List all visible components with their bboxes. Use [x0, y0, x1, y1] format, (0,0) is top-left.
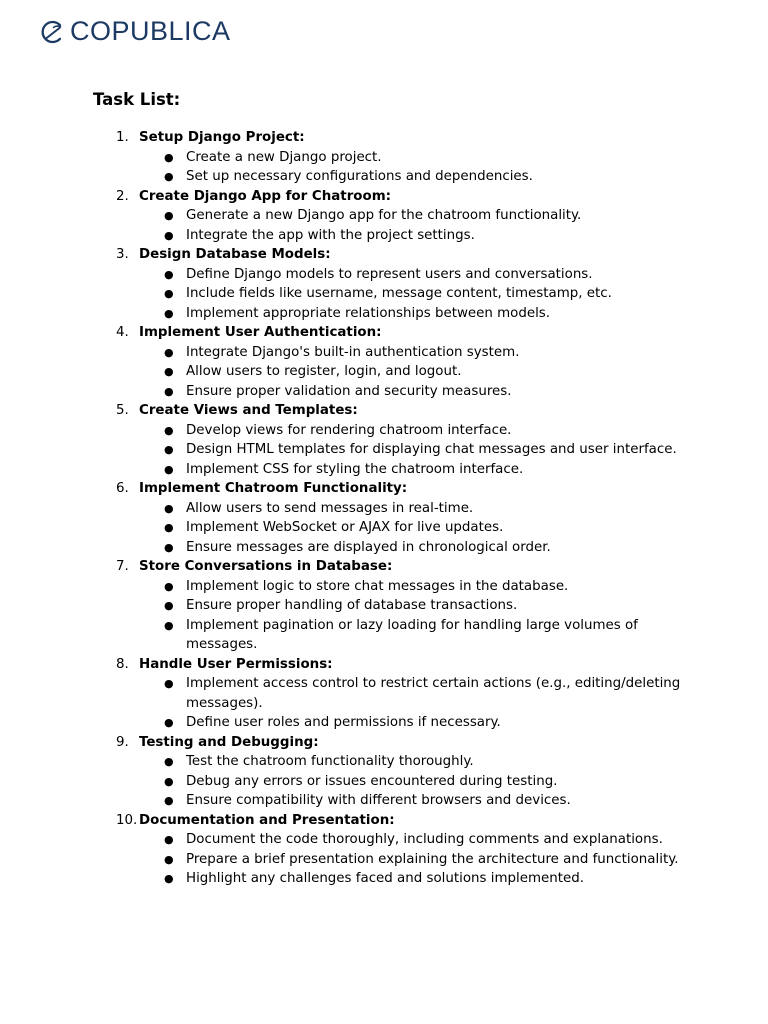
subtask-text: Document the code thoroughly, including comments and explanations. — [186, 832, 663, 847]
subtask-list — [139, 206, 696, 245]
subtask-item — [164, 674, 696, 713]
task-number: 5. — [116, 403, 129, 418]
subtask-item — [164, 148, 696, 168]
subtask-item — [164, 362, 696, 382]
subtask-item — [164, 284, 696, 304]
bullet-icon: ● — [164, 170, 174, 183]
task-item — [116, 245, 696, 323]
subtask-item — [164, 265, 696, 285]
task-number: 8. — [116, 656, 129, 672]
bullet-icon: ● — [164, 501, 174, 515]
brand-name: COPUBLICA — [70, 16, 231, 46]
subtask-text: Implement CSS for styling the chatroom interface. — [186, 461, 524, 477]
task-item — [116, 811, 696, 889]
bullet-icon: ● — [164, 423, 174, 437]
subtask-text: Allow users to register, login, and logout. — [186, 364, 462, 379]
bullet-icon: ● — [164, 579, 174, 593]
subtask-text: Design HTML templates for displaying chat messages and user interface. — [186, 442, 677, 457]
subtask-text: Set up necessary configurations and dependencies. — [186, 169, 533, 184]
bullet-icon: ● — [164, 306, 174, 320]
subtask-item — [164, 499, 696, 519]
bullet-icon: ● — [164, 384, 174, 398]
bullet-icon: ● — [164, 365, 174, 378]
subtask-text: Debug any errors or issues encountered during testing. — [186, 773, 558, 789]
task-title: Handle User Permissions: — [139, 656, 333, 672]
bullet-icon: ● — [164, 462, 174, 476]
subtask-list — [139, 752, 696, 811]
subtask-item — [164, 343, 696, 363]
subtask-item — [164, 304, 696, 324]
copublica-logo-icon — [40, 19, 66, 45]
subtask-item — [164, 713, 696, 733]
bullet-icon: ● — [164, 716, 174, 729]
task-item — [116, 557, 696, 655]
task-item — [116, 187, 696, 246]
subtask-text: Ensure compatibility with different browsers and devices. — [186, 793, 571, 808]
task-item — [116, 401, 696, 479]
subtask-item — [164, 421, 696, 441]
task-title: Testing and Debugging: — [139, 734, 319, 750]
subtask-text: Test the chatroom functionality thoroughly. — [186, 754, 474, 769]
bullet-icon: ● — [164, 267, 174, 281]
subtask-text: Implement WebSocket or AJAX for live updates. — [186, 520, 504, 535]
subtask-item — [164, 616, 696, 655]
subtask-item — [164, 538, 696, 558]
subtask-text: Ensure proper validation and security measures. — [186, 383, 512, 399]
subtask-item — [164, 830, 696, 850]
subtask-text: Define Django models to represent users and conversations. — [186, 266, 593, 282]
bullet-icon: ● — [164, 287, 174, 300]
subtask-item — [164, 850, 696, 870]
bullet-icon: ● — [164, 677, 174, 690]
task-list — [116, 128, 696, 889]
bullet-icon: ● — [164, 540, 174, 554]
task-item — [116, 733, 696, 811]
subtask-text: Implement appropriate relationships between models. — [186, 305, 551, 321]
task-item — [116, 479, 696, 557]
task-number: 7. — [116, 559, 129, 574]
subtask-list — [139, 343, 696, 402]
task-number: 4. — [116, 325, 129, 340]
subtask-text: Generate a new Django app for the chatroom functionality. — [186, 208, 582, 223]
subtask-text: Ensure messages are displayed in chronological order. — [186, 539, 551, 555]
subtask-text: Implement access control to restrict certain actions (e.g., editing/deleting messages). — [186, 676, 681, 711]
bullet-icon: ● — [164, 209, 174, 222]
subtask-text: Implement logic to store chat messages in the database. — [186, 578, 569, 594]
task-title: Documentation and Presentation: — [139, 812, 395, 828]
task-number: 3. — [116, 247, 129, 262]
bullet-icon: ● — [164, 228, 174, 242]
subtask-item — [164, 518, 696, 538]
task-title: Design Database Models: — [139, 247, 331, 262]
task-title: Implement User Authentication: — [139, 325, 382, 340]
task-item — [116, 128, 696, 187]
subtask-item — [164, 382, 696, 402]
task-title: Implement Chatroom Functionality: — [139, 481, 408, 496]
bullet-icon: ● — [164, 599, 174, 612]
bullet-icon: ● — [164, 774, 174, 788]
subtask-item — [164, 460, 696, 480]
subtask-text: Include fields like username, message content, timestamp, etc. — [186, 286, 612, 301]
task-number: 6. — [116, 481, 129, 496]
bullet-icon: ● — [164, 852, 174, 866]
subtask-text: Highlight any challenges faced and solutions implemented. — [186, 871, 584, 886]
task-title: Store Conversations in Database: — [139, 559, 393, 574]
subtask-item — [164, 440, 696, 460]
subtask-item — [164, 869, 696, 889]
task-item — [116, 655, 696, 733]
subtask-text: Integrate Django's built-in authentication system. — [186, 344, 520, 360]
subtask-list — [139, 148, 696, 187]
bullet-icon: ● — [164, 755, 174, 768]
subtask-item — [164, 791, 696, 811]
subtask-list — [139, 499, 696, 558]
subtask-item — [164, 772, 696, 792]
bullet-icon: ● — [164, 521, 174, 534]
company-logo — [40, 18, 231, 45]
subtask-text: Define user roles and permissions if necessary. — [186, 715, 501, 730]
subtask-item — [164, 596, 696, 616]
bullet-icon: ● — [164, 833, 174, 846]
subtask-text: Implement pagination or lazy loading for handling large volumes of messages. — [186, 617, 638, 652]
subtask-text: Prepare a brief presentation explaining the architecture and functionality. — [186, 851, 679, 867]
subtask-text: Create a new Django project. — [186, 149, 382, 165]
task-title: Create Django App for Chatroom: — [139, 188, 392, 204]
subtask-item — [164, 226, 696, 246]
subtask-list — [139, 265, 696, 324]
bullet-icon: ● — [164, 872, 174, 885]
task-number: 10. — [116, 812, 138, 828]
subtask-text: Allow users to send messages in real-time. — [186, 500, 474, 516]
subtask-item — [164, 752, 696, 772]
subtask-item — [164, 577, 696, 597]
bullet-icon: ● — [164, 794, 174, 807]
subtask-text: Integrate the app with the project settings. — [186, 227, 475, 243]
task-number: 2. — [116, 188, 129, 204]
bullet-icon: ● — [164, 618, 174, 632]
subtask-item — [164, 206, 696, 226]
subtask-item — [164, 167, 696, 187]
bullet-icon: ● — [164, 443, 174, 456]
subtask-list — [139, 830, 696, 889]
task-title: Create Views and Templates: — [139, 403, 358, 418]
subtask-list — [139, 421, 696, 480]
task-number: 1. — [116, 130, 129, 145]
task-item — [116, 323, 696, 401]
subtask-text: Ensure proper handling of database transactions. — [186, 598, 518, 613]
task-title: Setup Django Project: — [139, 130, 305, 145]
task-number: 9. — [116, 734, 129, 750]
bullet-icon: ● — [164, 150, 174, 164]
bullet-icon: ● — [164, 345, 174, 359]
subtask-list — [139, 674, 696, 733]
subtask-list — [139, 577, 696, 655]
page-title: Task List: — [93, 90, 181, 109]
subtask-text: Develop views for rendering chatroom interface. — [186, 422, 512, 438]
